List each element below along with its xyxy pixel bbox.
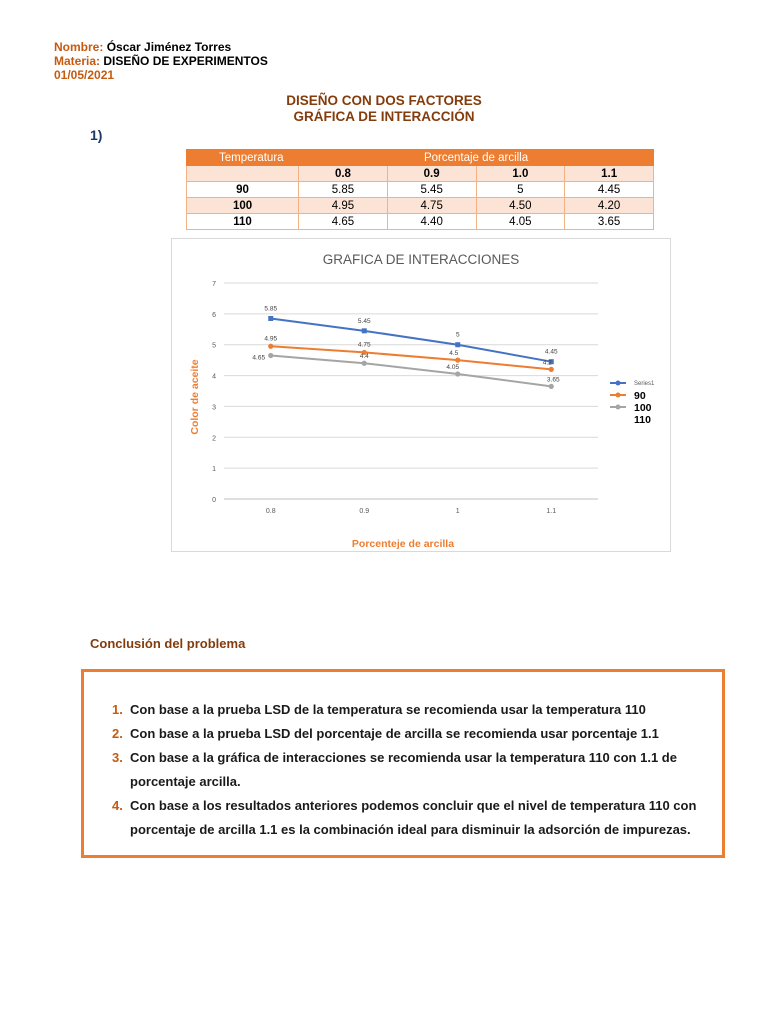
data-label: 4.2 bbox=[542, 359, 552, 367]
table-cell: 4.20 bbox=[565, 198, 654, 214]
data-label: 4.5 bbox=[449, 350, 459, 358]
table-cell: 5 bbox=[476, 182, 565, 198]
row-header: 100 bbox=[187, 198, 299, 214]
table-header-row bbox=[187, 150, 654, 166]
series-line bbox=[271, 356, 552, 387]
row-header: 90 bbox=[187, 182, 299, 198]
table-cell: 4.05 bbox=[476, 214, 565, 230]
data-label: 4.45 bbox=[544, 348, 558, 356]
item-text: Con base a la prueba LSD del porcentaje de arcilla se recomienda usar porcentaje 1.1 bbox=[130, 726, 659, 741]
y-tick-label: 4 bbox=[212, 373, 216, 381]
data-point bbox=[268, 316, 273, 321]
item-text: Con base a los resultados anteriores podemos concluir que el nivel de temperatura 110 con porcentaje de arcilla 1.1 es la combinación ideal para disminuir la adsorción de impurezas. bbox=[130, 798, 697, 837]
legend-marker bbox=[616, 405, 621, 410]
data-point bbox=[268, 344, 273, 349]
legend-entry: 110 bbox=[634, 414, 651, 426]
data-point bbox=[549, 384, 554, 389]
table-cell: 4.50 bbox=[476, 198, 565, 214]
conclusion-box bbox=[81, 669, 725, 858]
level-cell: 0.8 bbox=[299, 166, 388, 182]
sub-title: GRÁFICA DE INTERACCIÓN bbox=[293, 109, 475, 124]
data-label: 5.85 bbox=[264, 305, 278, 313]
y-tick-label: 0 bbox=[212, 497, 216, 504]
data-label: 4.75 bbox=[357, 341, 371, 349]
item-number: 1. bbox=[112, 702, 123, 717]
data-point bbox=[268, 353, 273, 358]
data-label: 4.65 bbox=[252, 354, 266, 362]
header-percentage: Porcentaje de arcilla bbox=[299, 150, 654, 166]
y-tick-label: 1 bbox=[212, 466, 216, 474]
item-text: Con base a la gráfica de interacciones se recomienda usar la temperatura 110 con 1.1 de porcentaje arcilla. bbox=[130, 750, 677, 789]
data-label: 4.4 bbox=[359, 353, 369, 361]
legend-marker bbox=[616, 393, 621, 398]
data-point bbox=[455, 342, 460, 347]
header-temperature: Temperatura bbox=[187, 150, 299, 166]
conclusion-item bbox=[112, 722, 712, 746]
x-tick-label: 0.9 bbox=[359, 508, 370, 515]
table-cell: 4.45 bbox=[565, 182, 654, 198]
chart-svg bbox=[172, 239, 670, 551]
chart-title: GRAFICA DE INTERACCIONES bbox=[322, 252, 520, 267]
table-cell: 4.95 bbox=[299, 198, 388, 214]
data-label: 5 bbox=[455, 331, 460, 339]
series-line bbox=[271, 346, 552, 372]
name-label: Nombre: bbox=[54, 40, 104, 54]
table-cell: 3.65 bbox=[565, 214, 654, 230]
data-label: 3.65 bbox=[546, 376, 560, 384]
name-line bbox=[54, 40, 268, 54]
document-date: 01/05/2021 bbox=[54, 68, 115, 82]
document-header bbox=[54, 40, 268, 82]
conclusion-item bbox=[112, 794, 712, 842]
x-tick-label: 1.1 bbox=[546, 508, 557, 515]
y-tick-label: 5 bbox=[212, 342, 216, 350]
row-header: 110 bbox=[187, 214, 299, 230]
y-tick-label: 6 bbox=[212, 311, 216, 319]
main-title: DISEÑO CON DOS FACTORES bbox=[286, 93, 482, 108]
interaction-chart bbox=[171, 238, 671, 552]
section-number: 1) bbox=[90, 127, 103, 143]
table-row bbox=[187, 214, 654, 230]
subject-name: DISEÑO DE EXPERIMENTOS bbox=[103, 54, 268, 68]
table-cell: 4.75 bbox=[387, 198, 476, 214]
data-label: 4.95 bbox=[264, 335, 278, 343]
legend-marker bbox=[616, 381, 621, 386]
subject-label: Materia: bbox=[54, 54, 101, 68]
series-line bbox=[271, 318, 552, 361]
y-axis-label: Color de aceite bbox=[189, 359, 201, 435]
data-label: 5.45 bbox=[357, 317, 371, 325]
legend-entry: Series1 bbox=[634, 381, 655, 387]
x-axis-label: Porcenteje de arcilla bbox=[351, 538, 455, 550]
item-text: Con base a la prueba LSD de la temperatura se recomienda usar la temperatura 110 bbox=[130, 702, 646, 717]
student-name: Óscar Jiménez Torres bbox=[106, 40, 232, 54]
data-point bbox=[455, 358, 460, 363]
document-titles bbox=[0, 93, 768, 125]
legend-entry: 90 bbox=[634, 390, 646, 402]
level-cell: 0.9 bbox=[387, 166, 476, 182]
level-cell: 1.0 bbox=[476, 166, 565, 182]
table-row bbox=[187, 198, 654, 214]
conclusion-list bbox=[112, 698, 712, 842]
item-number: 4. bbox=[112, 798, 123, 813]
item-number: 2. bbox=[112, 726, 123, 741]
item-number: 3. bbox=[112, 750, 123, 765]
data-point bbox=[455, 371, 460, 376]
table-cell: 4.65 bbox=[299, 214, 388, 230]
subject-line bbox=[54, 54, 268, 68]
table-cell: 5.45 bbox=[387, 182, 476, 198]
y-tick-label: 7 bbox=[212, 281, 216, 288]
data-point bbox=[362, 361, 367, 366]
conclusion-item bbox=[112, 698, 712, 722]
y-tick-label: 2 bbox=[212, 435, 216, 443]
data-table bbox=[186, 149, 654, 230]
table-cell: 5.85 bbox=[299, 182, 388, 198]
table-cell: 4.40 bbox=[387, 214, 476, 230]
level-cell: 1.1 bbox=[565, 166, 654, 182]
legend-entry: 100 bbox=[634, 402, 652, 414]
data-point bbox=[549, 367, 554, 372]
data-point bbox=[362, 328, 367, 333]
conclusion-title: Conclusión del problema bbox=[90, 636, 246, 651]
table-row bbox=[187, 182, 654, 198]
x-tick-label: 0.8 bbox=[265, 508, 276, 515]
y-tick-label: 3 bbox=[212, 404, 216, 412]
x-tick-label: 1 bbox=[455, 508, 460, 515]
table-cell bbox=[187, 166, 299, 182]
table-levels-row bbox=[187, 166, 654, 182]
conclusion-item bbox=[112, 746, 712, 794]
data-label: 4.05 bbox=[446, 364, 460, 372]
